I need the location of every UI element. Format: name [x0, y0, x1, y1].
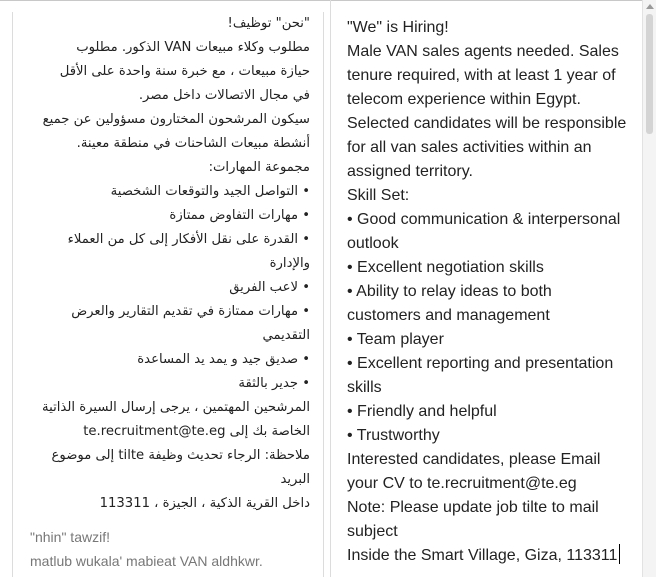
english-line: Note: Please update job tilte to mail [347, 499, 599, 516]
arabic-line: الخاصة بك إلى te.recruitment@te.eg [83, 424, 310, 439]
scroll-up-arrow-icon[interactable] [646, 4, 654, 9]
english-line: Skill Set: [347, 187, 410, 204]
english-line: tenure required, with at least 1 year of [347, 67, 616, 84]
arabic-line: "نحن" توظيف! [227, 16, 310, 31]
english-line: • Excellent reporting and presentation [347, 355, 614, 372]
english-line: outlook [347, 235, 399, 252]
arabic-line: • صديق جيد و يمد يد المساعدة [137, 352, 310, 367]
english-line: for all van sales activities within an [347, 139, 592, 156]
english-line: • Friendly and helpful [347, 403, 497, 420]
english-line: • Excellent negotiation skills [347, 259, 544, 276]
arabic-line: والإدارة [269, 256, 310, 271]
arabic-line: • جدير بالثقة [238, 376, 310, 391]
arabic-line: مجموعة المهارات: [208, 160, 310, 175]
arabic-line: أنشطة مبيعات الشاحنات في منطقة معينة. [76, 136, 310, 151]
english-line: telecom experience within Egypt. [347, 91, 581, 108]
arabic-line: التقديمي [262, 328, 310, 343]
arabic-line: • مهارات ممتازة في تقديم التقارير والعرض [71, 304, 310, 319]
vertical-scrollbar[interactable] [642, 0, 656, 577]
arabic-line: في مجال الاتصالات داخل مصر. [138, 88, 310, 103]
english-line: Selected candidates will be responsible [347, 115, 627, 132]
arabic-line: مطلوب وكلاء مبيعات VAN الذكور. مطلوب [76, 40, 310, 55]
arabic-line: • مهارات التفاوض ممتازة [169, 208, 310, 223]
arabic-source-text[interactable] [18, 12, 310, 516]
text-cursor [619, 544, 620, 564]
english-line: customers and management [347, 307, 550, 324]
english-line: your CV to te.recruitment@te.eg [347, 475, 577, 492]
transliteration-line: "nhin" tawzif! [30, 529, 110, 545]
english-line: • Team player [347, 331, 444, 348]
english-translation-text[interactable] [347, 16, 647, 568]
transliteration-line: matlub wukala' mabieat VAN aldhkwr. [30, 553, 263, 569]
english-line: "We" is Hiring! [347, 19, 449, 36]
arabic-line: البريد [280, 472, 310, 487]
arabic-line: المرشحين المهتمين ، يرجى إرسال السيرة الذاتية [42, 400, 310, 415]
arabic-line: • التواصل الجيد والتوقعات الشخصية [110, 184, 310, 199]
arabic-line: ملاحظة: الرجاء تحديث وظيفة tilte إلى موضوع [51, 448, 310, 463]
transliteration-text [30, 525, 320, 573]
english-line: skills [347, 379, 382, 396]
english-line: subject [347, 523, 398, 540]
arabic-line: سيكون المرشحون المختارون مسؤولين عن جميع [42, 112, 310, 127]
scrollbar-thumb[interactable] [646, 14, 653, 134]
english-line: assigned territory. [347, 163, 473, 180]
english-line: • Trustworthy [347, 427, 440, 444]
english-line: • Ability to relay ideas to both [347, 283, 552, 300]
arabic-line: • لاعب الفريق [229, 280, 310, 295]
english-line: Male VAN sales agents needed. Sales [347, 43, 619, 60]
english-line: • Good communication & interpersonal [347, 211, 621, 228]
english-line-last [347, 544, 647, 568]
english-line: Interested candidates, please Email [347, 451, 601, 468]
arabic-line: حيازة مبيعات ، مع خبرة سنة واحدة على الأقل [59, 64, 310, 79]
arabic-line: داخل القرية الذكية ، الجيزة ، 113311 [99, 496, 310, 511]
english-line-last-text: Inside the Smart Village, Giza, 113311 [347, 547, 618, 564]
arabic-line: • القدرة على نقل الأفكار إلى كل من العملاء [67, 232, 310, 247]
